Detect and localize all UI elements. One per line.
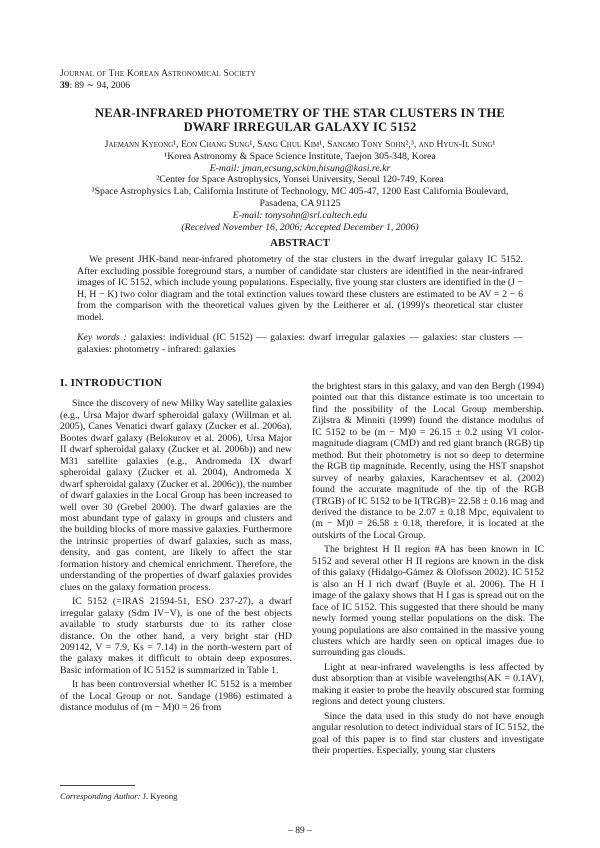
title-line-2: DWARF IRREGULAR GALAXY IC 5152 <box>183 120 417 134</box>
title-line-1: NEAR-INFRARED PHOTOMETRY OF THE STAR CLUSTERS IN THE <box>95 106 505 120</box>
keywords-label: Key words : <box>77 332 127 343</box>
affiliation-1: ¹Korea Astronomy & Space Science Institute, Taejon 305-348, Korea <box>164 150 436 162</box>
intro-paragraph-3-cont: the brightest stars in this galaxy, and van den Bergh (1994) pointed out that this distance estimate is too uncertain to find the possibility of the Local Group membership. Zijlstra & Minniti (1999) found the distance modulus of IC 5152 to be (m − M)0 = 26.15 ± 0.2 using VI color-magnitude diagram (CMD) and red giant branch (RGB) tip method. But their photometry is not so deep to determine the RGB tip magnitude. Recently, using the HST snapshot survey of nearby galaxies, Karachentsev et al. (2002) found the accurate magnitude of the tip of the RGB (TRGB) of IC 5152 to be I(TRGB)= 22.58 ± 0.16 mag and derived the distance to be 2.07 ± 0.18 Mpc, equivalent to (m − M)0 = 26.58 ± 0.18, therefore, it is located at the outskirts of the Local Group. <box>312 381 544 541</box>
right-column <box>312 381 544 760</box>
paper-title <box>60 106 540 134</box>
author-block <box>60 139 540 233</box>
email-1: E-mail: jman,ecsung,sckim,hisung@kasi.re.kr <box>209 162 391 174</box>
email-2: E-mail: tonysohn@srl.caltech.edu <box>232 209 368 221</box>
received-dates: (Received November 16, 2006; Accepted December 1, 2006) <box>181 221 419 233</box>
journal-name: Journal of The Korean Astronomical Society <box>60 69 256 79</box>
intro-paragraph-4: The brightest H II region #A has been known in IC 5152 and several other H II regions are known in the disk of this galaxy (Hidalgo-Gámez & Olofsson 2002). IC 5152 is also an H I rich dwarf (Buyle et al. 2006). The H I image of the galaxy shows that H I gas is spread out on the face of IC 5152. This suggested that there should be many newly formed young stellar populations on the disk. The young populations are also contained in the massive young clusters which are hardly seen on optical images due to surrounding gas clouds. <box>312 544 544 659</box>
journal-volume: 39 <box>60 81 70 91</box>
affiliation-3a: ³Space Astrophysics Lab, California Institute of Technology, MC 405-47, 1200 East California Boulevard, <box>91 186 509 198</box>
affiliation-3b: Pasadena, CA 91125 <box>259 197 341 209</box>
keywords-text: galaxies: individual (IC 5152) — galaxies: dwarf irregular galaxies — galaxies: star clusters — galaxies: photometry - infrared: galaxies <box>77 332 523 355</box>
affiliation-2: ²Center for Space Astrophysics, Yonsei University, Seoul 120-749, Korea <box>156 174 444 186</box>
section-heading-introduction: I. INTRODUCTION <box>60 377 163 389</box>
page-number: – 89 – <box>288 826 312 836</box>
intro-paragraph-6: Since the data used in this study do not have enough angular resolution to detect individual stars of IC 5152, the goal of this paper is to find star clusters and investigate their properties. Especially, young star clusters <box>312 710 544 757</box>
intro-paragraph-1: Since the discovery of new Milky Way satellite galaxies (e.g., Ursa Major dwarf spheroidal galaxy (Willman et al. 2005), Canes Venatici dwarf galaxy (Zucker et al. 2006a), Bootes dwarf galaxy (Belokurov et al. 2006), Ursa Major II dwarf spheroidal galaxy (Zucker et al. 2006b)) and new M31 satellite galaxies (e.g., Andromeda IX dwarf spheroidal galaxy (Zucker et al. 2004), Andromeda X dwarf spheroidal galaxy (Zucker et al. 2006c)), the number of dwarf galaxies in the Local Group has been increased to well over 30 (Grebel 2000). The dwarf galaxies are the most abundant type of galaxy in groups and clusters and the building blocks of more massive galaxies. Furthermore the intrinsic properties of dwarf galaxies, such as mass, density, and gas content, are likely to affect the star formation history and chemical enrichment. Therefore, the understanding of the properties of dwarf galaxies provides clues on the galaxy formation process. <box>60 398 292 593</box>
journal-pages: : 89 ∼ 94, 2006 <box>69 81 130 91</box>
footnote-rule <box>60 785 135 786</box>
left-column <box>60 378 292 717</box>
journal-volume-line <box>60 80 256 92</box>
intro-paragraph-5: Light at near-infrared wavelengths is less affected by dust absorption than at visible wavelengths(AK = 0.1AV), making it easier to probe the heavily obscured star forming regions and detect young clusters. <box>312 661 544 708</box>
intro-paragraph-2: IC 5152 (=IRAS 21594-51, ESO 237-27), a dwarf irregular galaxy (Sdm IV−V), is one of the best objects available to study starbursts due to its rather close distance. On the other hand, a very bright star (HD 209142, V = 7.9, Ks = 7.14) in the north-western part of the galaxy makes it difficult to obtain deep exposures. Basic information of IC 5152 is summarized in Table 1. <box>60 596 292 676</box>
keywords <box>77 332 523 355</box>
abstract-text: We present JHK-band near-infrared photometry of the star clusters in the dwarf irregular galaxy IC 5152. After excluding possible foreground stars, a number of candidate star clusters are identified in the near-infrared images of IC 5152, which include young populations. Especially, five young star clusters are identified in the (J − H, H − K) two color diagram and the total extinction values toward these clusters are estimated to be AV = 2 − 6 from the comparison with the theoretical values given by the Leitherer et al. (1999)'s theoretical star cluster model. <box>77 254 523 323</box>
abstract-heading: ABSTRACT <box>270 237 330 249</box>
journal-header <box>60 68 256 92</box>
footnote <box>60 791 177 801</box>
footnote-label: Corresponding Author: <box>60 791 141 801</box>
intro-paragraph-3: It has been controversial whether IC 5152 is a member of the Local Group or not. Sandage (1986) estimated a distance modulus of (m − M)0 = 26 from <box>60 679 292 714</box>
author-list: Jaemann Kyeong¹, Eon Chang Sung¹, Sang Chul Kim¹, Sangmo Tony Sohn²,³, and Hyun-Il Sung¹ <box>104 139 496 150</box>
footnote-author: J. Kyeong <box>140 791 178 801</box>
